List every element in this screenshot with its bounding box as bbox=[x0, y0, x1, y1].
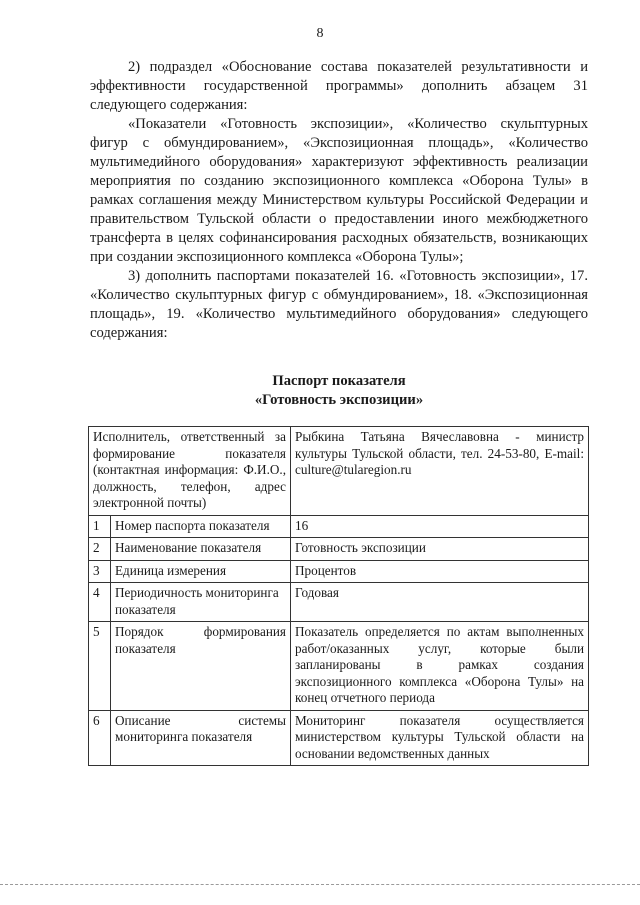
table-row bbox=[89, 560, 589, 583]
row-value: Готовность экспозиции bbox=[291, 538, 589, 561]
page-number: 8 bbox=[316, 26, 324, 41]
row-value: 16 bbox=[291, 515, 589, 538]
table-row bbox=[89, 583, 589, 622]
row-number: 3 bbox=[89, 560, 111, 583]
row-value: Процентов bbox=[291, 560, 589, 583]
row-label: Наименование показателя bbox=[111, 538, 291, 561]
row-label: Периодичность мониторинга показателя bbox=[111, 583, 291, 622]
row-number: 5 bbox=[89, 622, 111, 711]
row-number: 1 bbox=[89, 515, 111, 538]
row-number: 4 bbox=[89, 583, 111, 622]
executor-label-cell: Исполнитель, ответственный за формирование показателя (контактная информация: Ф.И.О., должность, телефон, адрес электронной почты) bbox=[89, 427, 291, 516]
table-row-executor bbox=[89, 427, 589, 516]
scan-edge-divider bbox=[0, 884, 640, 885]
table-row bbox=[89, 710, 589, 766]
row-label: Описание системы мониторинга показателя bbox=[111, 710, 291, 766]
row-value: Мониторинг показателя осуществляется министерством культуры Тульской области на основании ведомственных данных bbox=[291, 710, 589, 766]
row-label: Порядок формирования показателя bbox=[111, 622, 291, 711]
passport-indicator-name: «Готовность экспозиции» bbox=[254, 392, 424, 408]
paragraph-subsection-2: 2) подраздел «Обоснование состава показателей результативности и эффективности государственной программы» дополнить абзацем 31 следующего содержания: bbox=[90, 59, 588, 113]
table-row bbox=[89, 515, 589, 538]
table-row bbox=[89, 622, 589, 711]
row-number: 2 bbox=[89, 538, 111, 561]
row-label: Единица измерения bbox=[111, 560, 291, 583]
row-number: 6 bbox=[89, 710, 111, 766]
executor-value-cell: Рыбкина Татьяна Вячеславовна - министр культуры Тульской области, тел. 24-53-80, E-mail: culture@tularegion.ru bbox=[291, 427, 589, 516]
row-value: Показатель определяется по актам выполненных работ/оказанных услуг, которые были запланированы в рамках создания экспозиционного комплекса «Оборона Тулы» на конец отчетного периода bbox=[291, 622, 589, 711]
passport-title: Паспорт показателя bbox=[272, 373, 406, 389]
paragraph-add-passports: 3) дополнить паспортами показателей 16. «Готовность экспозиции», 17. «Количество скульптурных фигур с обмундированием», 18. «Экспозиционная площадь», 19. «Количество мультимедийного оборудования» следующего содержания: bbox=[90, 268, 588, 341]
row-value: Годовая bbox=[291, 583, 589, 622]
table-row bbox=[89, 538, 589, 561]
passport-table bbox=[88, 426, 589, 766]
paragraph-indicators-quote: «Показатели «Готовность экспозиции», «Количество скульптурных фигур с обмундированием», «Экспозиционная площадь», «Количество мультимедийного оборудования» характеризуют эффективность реализации мероприятия по созданию экспозиционного комплекса «Оборона Тулы» в рамках соглашения между Министерством культуры Российской Федерации и правительством Тульской области о предоставлении иного межбюджетного трансферта в целях софинансирования расходных обязательств, возникающих при создании экспозиционного комплекса «Оборона Тулы»; bbox=[90, 116, 588, 265]
row-label: Номер паспорта показателя bbox=[111, 515, 291, 538]
body-text bbox=[90, 58, 588, 343]
